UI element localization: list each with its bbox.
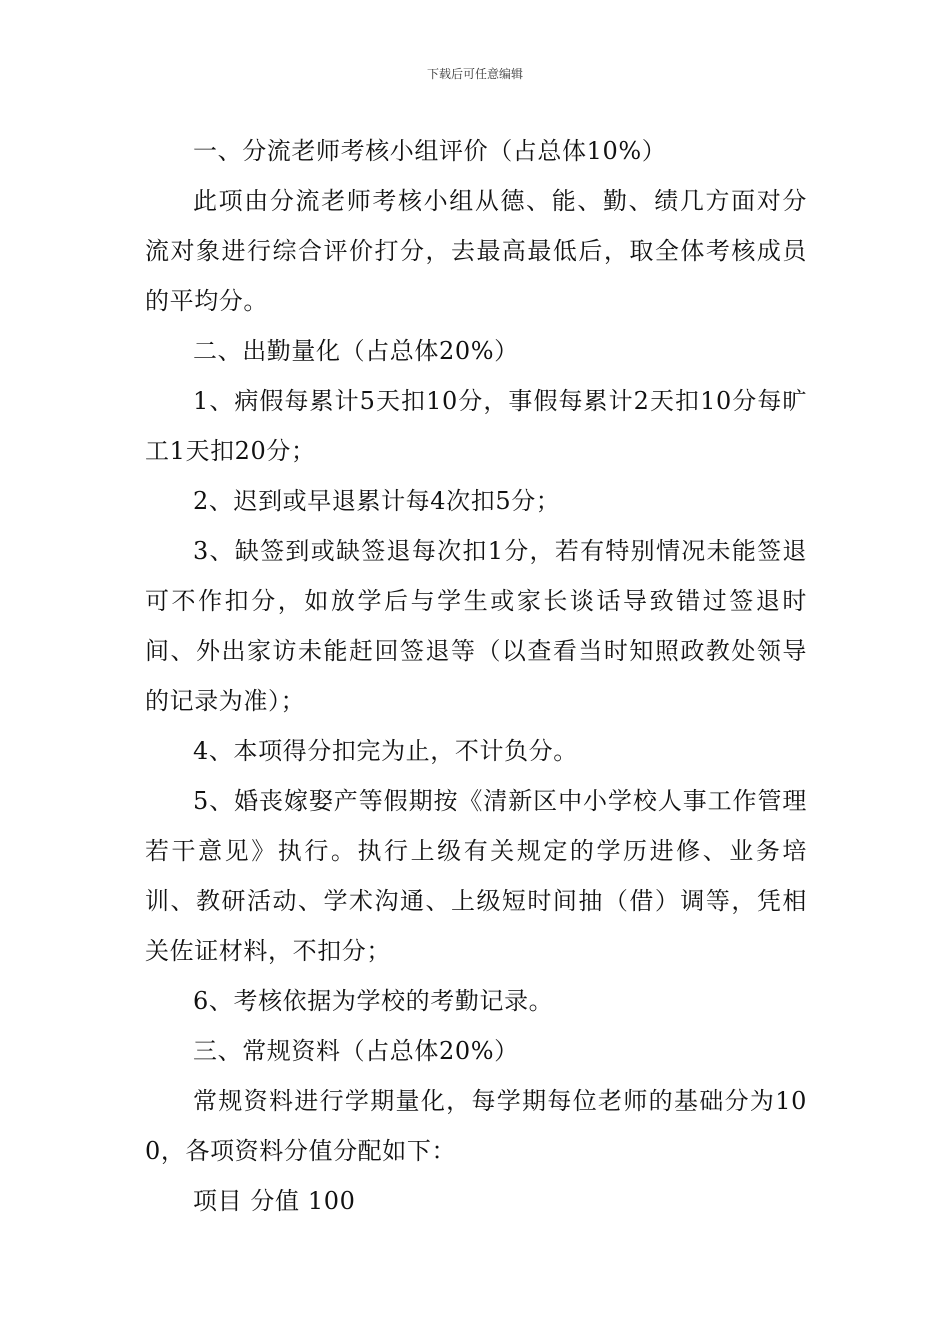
list-item: 4、本项得分扣完为止，不计负分。 — [193, 737, 578, 765]
list-item: 1、病假每累计5天扣10分，事假每累计2天扣10分每旷工1天扣20分； — [145, 387, 807, 465]
list-item: 6、考核依据为学校的考勤记录。 — [193, 987, 554, 1015]
list-item: 5、婚丧嫁娶产等假期按《清新区中小学校人事工作管理若干意见》执行。执行上级有关规定的学历进修、业务培训、教研活动、学术沟通、上级短时间抽（借）调等，凭相关佐证材料，不扣分； — [145, 787, 807, 965]
document-body — [145, 126, 807, 1226]
table-header-line: 项目 分值 100 — [193, 1187, 356, 1215]
paragraph: 此项由分流老师考核小组从德、能、勤、绩几方面对分流对象进行综合评价打分，去最高最低后，取全体考核成员的平均分。 — [145, 187, 807, 315]
list-item: 2、迟到或早退累计每4次扣5分； — [193, 487, 561, 515]
section-heading-2: 二、出勤量化（占总体20%） — [193, 337, 519, 365]
list-item: 3、缺签到或缺签退每次扣1分，若有特别情况未能签退可不作扣分，如放学后与学生或家长谈话导致错过签退时间、外出家访未能赶回签退等（以查看当时知照政教处领导的记录为准）； — [145, 537, 807, 715]
section-heading-3: 三、常规资料（占总体20%） — [193, 1037, 519, 1065]
header-watermark: 下载后可任意编辑 — [426, 67, 523, 81]
paragraph: 常规资料进行学期量化，每学期每位老师的基础分为100，各项资料分值分配如下： — [145, 1087, 807, 1165]
section-heading-1: 一、分流老师考核小组评价（占总体10%） — [193, 137, 667, 165]
